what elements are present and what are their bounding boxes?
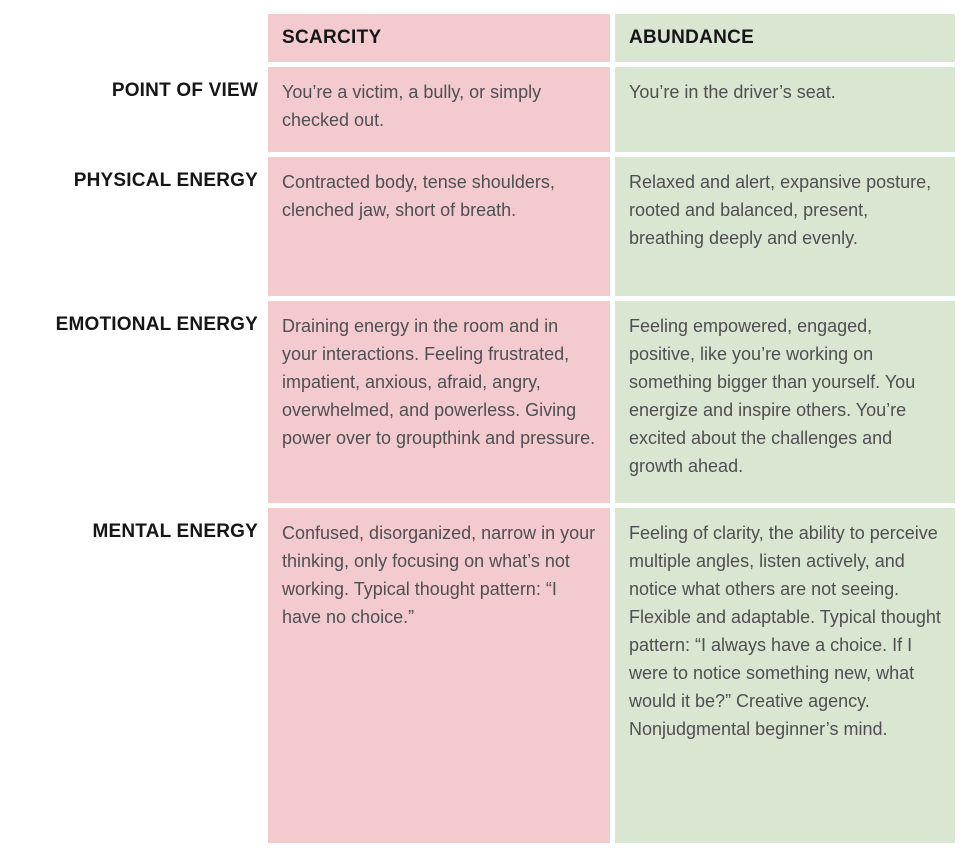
row-label-physical-energy: PHYSICAL ENERGY	[73, 170, 258, 191]
cell-physical-energy-abundance: Relaxed and alert, expansive posture, rooted and balanced, present, breathing deeply and evenly.	[615, 157, 955, 296]
cell-physical-energy-scarcity: Contracted body, tense shoulders, clenched jaw, short of breath.	[268, 157, 610, 296]
column-header-scarcity: SCARCITY	[268, 14, 610, 62]
row-label-mental-energy: MENTAL ENERGY	[92, 521, 258, 542]
table-row-point-of-view	[0, 67, 955, 152]
row-label-point-of-view: POINT OF VIEW	[111, 80, 258, 101]
cell-point-of-view-scarcity: You’re a victim, a bully, or simply checked out.	[268, 67, 610, 152]
column-header-abundance: ABUNDANCE	[615, 14, 955, 62]
cell-mental-energy-abundance: Feeling of clarity, the ability to perceive multiple angles, listen actively, and notice what others are not seeing. Flexible and adaptable. Typical thought pattern: “I always have a choice. If I were to notice something new, what would it be?” Creative agency. Nonjudgmental beginner’s mind.	[615, 508, 955, 843]
header-spacer	[0, 14, 268, 62]
cell-mental-energy-scarcity: Confused, disorganized, narrow in your thinking, only focusing on what’s not working. Typical thought pattern: “I have no choice.”	[268, 508, 610, 843]
row-label-emotional-energy: EMOTIONAL ENERGY	[55, 314, 258, 335]
table-row-emotional-energy	[0, 301, 955, 503]
table-row-mental-energy	[0, 508, 955, 843]
comparison-table	[0, 14, 955, 848]
cell-emotional-energy-scarcity: Draining energy in the room and in your interactions. Feeling frustrated, impatient, anxious, afraid, angry, overwhelmed, and powerless. Giving power over to groupthink and pressure.	[268, 301, 610, 503]
table-row-physical-energy	[0, 157, 955, 296]
table-header-row	[0, 14, 955, 62]
cell-point-of-view-abundance: You’re in the driver’s seat.	[615, 67, 955, 152]
cell-emotional-energy-abundance: Feeling empowered, engaged, positive, like you’re working on something bigger than yourself. You energize and inspire others. You’re excited about the challenges and growth ahead.	[615, 301, 955, 503]
